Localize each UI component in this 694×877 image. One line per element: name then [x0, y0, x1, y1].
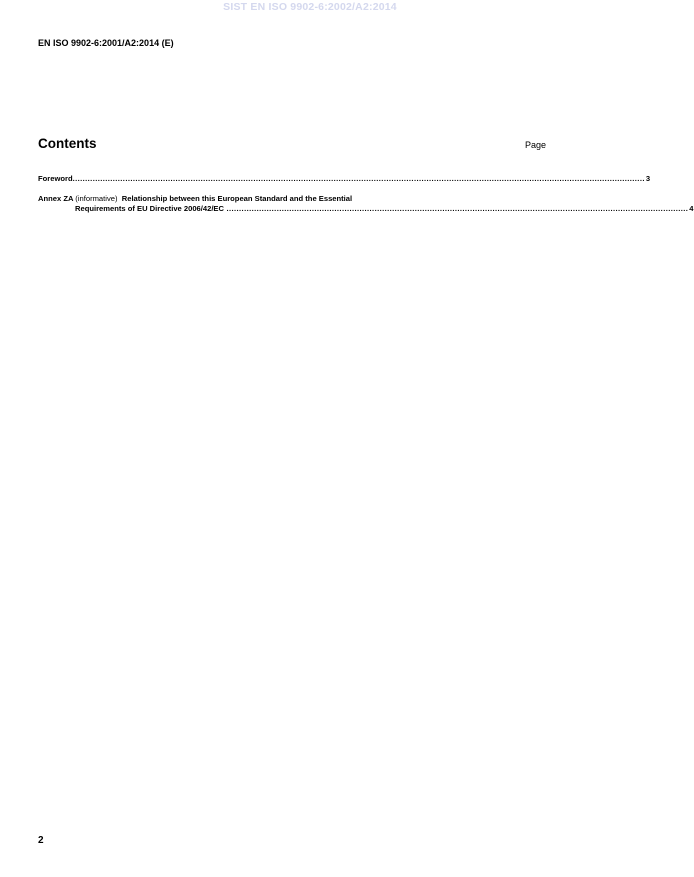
contents-heading: Contents — [38, 136, 97, 151]
toc-entry-foreword[interactable] — [38, 174, 651, 184]
toc-entry-page: 3 — [645, 174, 651, 183]
document-identifier: EN ISO 9902-6:2001/A2:2014 (E) — [38, 38, 174, 48]
toc-entry-line-2 — [38, 204, 694, 214]
toc-leader: ........................................................................................................................................................................................ — [223, 204, 689, 213]
toc-entry-page: 4 — [689, 204, 694, 213]
toc-leader: .................................................................................................................................................................................................................................... — [72, 174, 645, 183]
toc-entry-title-line1: Relationship between this European Standard and the Essential — [121, 194, 353, 203]
table-of-contents — [38, 174, 694, 214]
page-column-label: Page — [524, 140, 546, 150]
toc-entry-title: Foreword — [38, 174, 73, 183]
toc-entry-line-1 — [38, 194, 546, 204]
watermark: SIST EN ISO 9902-6:2002/A2:2014 — [223, 1, 397, 13]
toc-entry-qualifier: (informative) — [75, 194, 118, 203]
page-number: 2 — [38, 835, 44, 846]
toc-entry-prefix: Annex ZA — [38, 194, 74, 203]
toc-entry-title-line2: Requirements of EU Directive 2006/42/EC — [75, 204, 224, 213]
toc-entry-annex-za[interactable] — [38, 194, 694, 214]
